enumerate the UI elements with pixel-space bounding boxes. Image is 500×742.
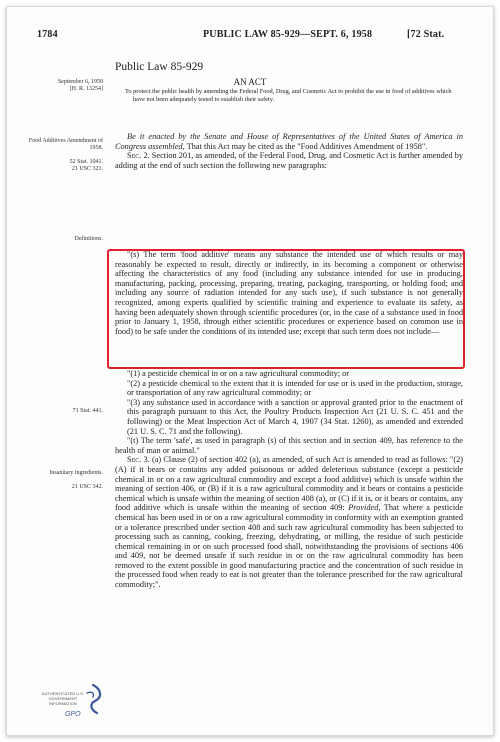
page-number: 1784 <box>37 29 58 40</box>
section-2-lead: Sec. 2. <box>127 151 150 161</box>
section-3-text: (a) Clause (2) of section 402 (a), as amended, of such Act is amended to read as follows: "(2) (A) if it bears or contains any added poisonous or added deleterious substance (except a pesticide chemical in or on a raw agricultural commodity and except a food additive) which is unsafe within the meaning of section 406, or (B) if it is a raw agricultural commodity and it bears or contains a pesticide chemical which is unsafe within the meaning of section 408 (a), or (C) if it is, or it bears or contains, any food additive which is unsafe within the meaning of section 409: <box>115 455 464 513</box>
margin-bill: [H. R. 13254] <box>69 86 103 92</box>
margin-usc-321: 21 USC 321. <box>71 166 103 172</box>
highlight-box <box>107 249 465 369</box>
exception-item-2: "(2) a pesticide chemical to the extent that it is intended for use or is used in the production, storage, or transportation of any raw agricultural commodity; or <box>127 378 463 398</box>
section-3-rest: That where a pesticide chemical has been used in or on a raw agricultural commodity in conformity with an exemption granted or a tolerance prescribed under section 408 and such raw agricultural commodity has been subjected to processing such as canning, cooking, freezing, dehydrating, or milling, the residue of such pesticide chemical remaining in or on such processed food shall, notwithstanding the provisions of sections 406 and 409, not be deemed unsafe if such residue in or on the raw agricultural commodity has been removed to the extent possible in good manufacturing practice and the concentration of such residue in the processed food when ready to eat is not greater than the tolerance prescribed for the raw agricultural commodity;". <box>115 503 464 590</box>
margin-insanitary: Insanitary ingredients. <box>49 470 103 476</box>
margin-stat-441: 71 Stat. 441. <box>72 408 103 414</box>
enacting-clause-lead: Be it enacted by the Senate and House of Representatives of the United States of America in Congress assembled, <box>115 132 463 151</box>
statute-reference: [72 Stat. <box>407 29 445 40</box>
law-title: Public Law 85-929 <box>115 61 204 73</box>
margin-food-additives: Food Additives Amendment of 1958. <box>28 138 103 151</box>
gpo-authentication-logo <box>37 683 107 723</box>
enacting-clause <box>115 132 463 170</box>
document-page <box>6 6 494 736</box>
section-3-lead: Sec. 3. <box>127 455 150 465</box>
gpo-logo-text: AUTHENTICATED U.S. GOVERNMENT INFORMATION <box>41 691 85 706</box>
exception-item-3: "(3) any substance used in accordance with a sanction or approval granted prior to the enactment of this paragraph pursuant to this Act, the Poultry Products Inspection Act (21 U. S. C. 451 and the following) or the Meat Inspection Act of March 4, 1907 (34 Stat. 1260), as amended and extended (21 U. S. C. 71 and the following). <box>127 397 463 436</box>
act-purpose: To protect the public health by amending the Federal Food, Drug, and Cosmetic Act to prohibit the use in food of additives which have not been adequately tested to establish their safety. <box>125 88 452 103</box>
running-title: PUBLIC LAW 85-929—SEPT. 6, 1958 <box>203 29 373 40</box>
margin-usc-342: 21 USC 342. <box>71 484 103 490</box>
margin-date: September 6, 1958 <box>57 79 103 85</box>
enacting-clause-rest: That this Act may be cited as the "Food Additives Amendment of 1958". <box>184 141 428 151</box>
exceptions-list <box>115 369 463 590</box>
gpo-mark: GPO <box>65 711 81 718</box>
act-heading: AN ACT <box>233 77 267 87</box>
margin-stat-1041: 52 Stat. 1041. <box>69 159 103 165</box>
section-3-provided: Provided, <box>348 503 381 513</box>
exception-item-1: "(1) a pesticide chemical in or on a raw agricultural commodity; or <box>127 369 350 378</box>
gpo-eagle-icon <box>81 683 105 715</box>
margin-definitions: Definitions. <box>74 236 103 242</box>
section-2-text: Section 201, as amended, of the Federal Food, Drug, and Cosmetic Act is further amended by adding at the end of such section the following new paragraphs: <box>115 151 464 170</box>
paragraph-t: "(t) The term 'safe', as used in paragraph (s) of this section and in section 409, has reference to the health of man or animal." <box>115 436 463 455</box>
paragraph-s: "(s) The term 'food additive' means any substance the intended use of which results or may reasonably be expected to result, directly or indirectly, in its becoming a component or otherwise affecting the characteristics of any food (including any substance intended for use in producing, manufacturing, packing, processing, preparing, treating, packaging, transporting, or holding food; and including any source of radiation intended for any such use), if such substance is not generally recognized, among experts qualified by scientific training and experience to evaluate its safety, as having been adequately shown through scientific procedures (or, in the case of a substance used in food prior to January 1, 1958, through either scientific procedures or experience based on common use in food) to be safe under the conditions of its intended use; except that such term does not include— <box>115 250 463 336</box>
